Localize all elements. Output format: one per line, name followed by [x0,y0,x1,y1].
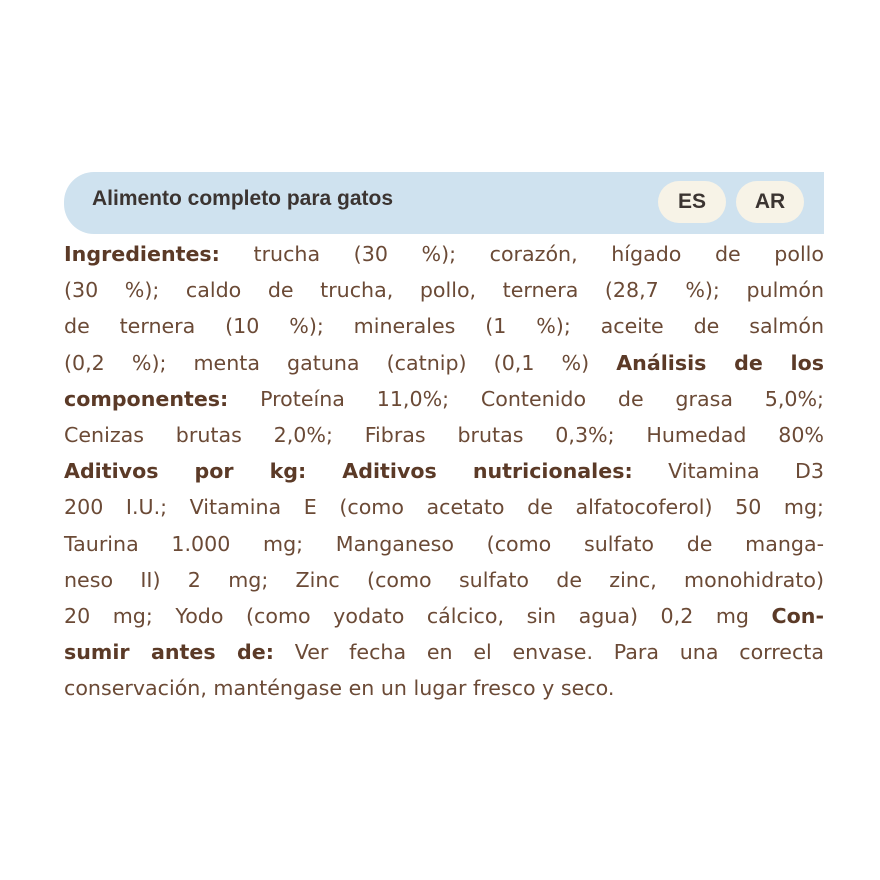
storage-text: Ver fecha en el envase. Para una correcta [273,640,824,665]
additives-text: Taurina 1.000 mg; Manganeso (como sulfato de manga- [64,531,824,556]
text-line [64,598,824,634]
text-line [64,308,824,344]
text-line [64,453,824,489]
text-line [64,634,824,670]
text-line [64,236,824,272]
additives-text: Vitamina D3 [632,459,825,484]
additives-text: 20 mg; Yodo (como yodato cálcico, sin agua) 0,2 mg [64,603,772,628]
text-line [64,272,824,308]
language-badge-ar: AR [736,181,804,223]
additives-text: 200 I.U.; Vitamina E (como acetato de alfatocoferol) 50 mg; [64,495,824,520]
additives-text: neso II) 2 mg; Zinc (como sulfato de zinc, monohidrato) [64,567,824,592]
text-line [64,526,824,562]
text-line [64,670,824,706]
best-before-heading: Con- [771,603,824,628]
header-band [64,172,824,234]
text-line [64,562,824,598]
analysis-text: Proteína 11,0%; Contenido de grasa 5,0%; [228,386,824,411]
product-name: Alimento completo para gatos [92,187,394,210]
analysis-heading: Análisis de los [616,350,824,375]
ingredients-text: (30 %); caldo de trucha, pollo, ternera (28,7 %); pulmón [64,278,824,303]
analysis-text: Cenizas brutas 2,0%; Fibras brutas 0,3%; Humedad 80% [64,422,824,447]
best-before-heading: sumir antes de: [64,640,274,665]
text-line [64,417,824,453]
text-line [64,489,824,525]
ingredients-text: trucha (30 %); corazón, hígado de pollo [219,242,824,266]
ingredients-heading: Ingredientes: [64,242,220,266]
text-line [64,381,824,417]
ingredients-text: de ternera (10 %); minerales (1 %); aceite de salmón [64,314,824,339]
text-line [64,345,824,381]
ingredients-text: (0,2 %); menta gatuna (catnip) (0,1 %) [64,350,617,375]
analysis-heading: componentes: [64,386,229,411]
language-badge-es: ES [658,181,726,223]
storage-text: conservación, manténgase en un lugar fresco y seco. [64,676,615,701]
additives-heading: Aditivos por kg: Aditivos nutricionales: [64,459,633,484]
label-body-text [64,236,824,706]
